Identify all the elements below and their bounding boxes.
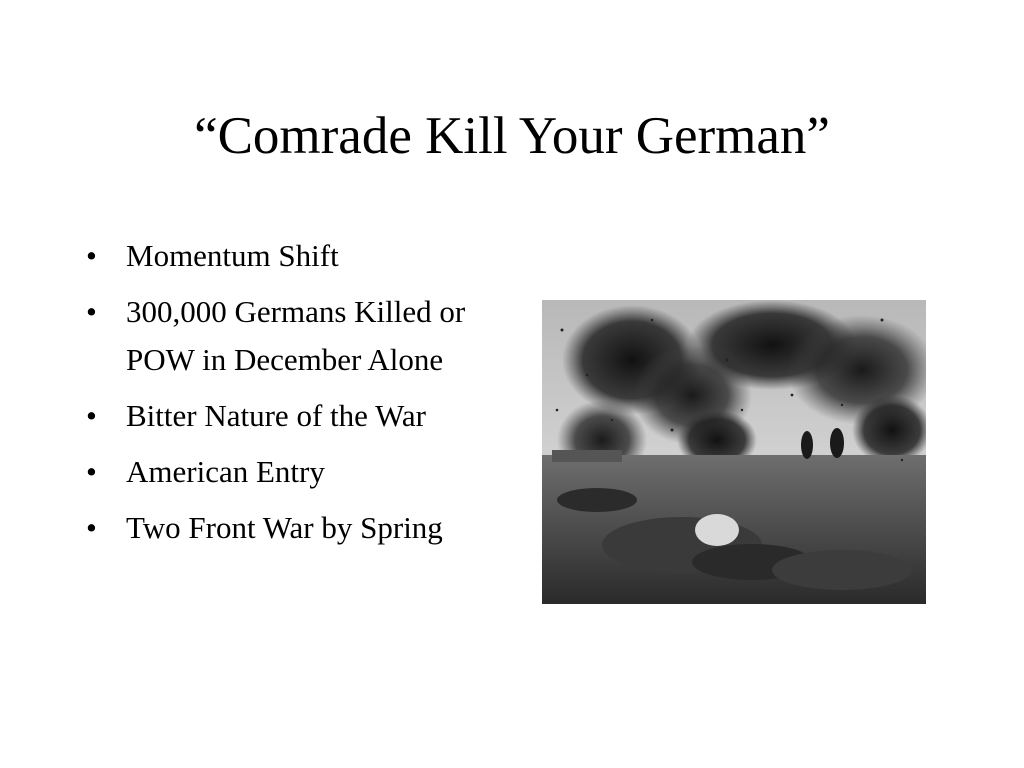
bandaged-head: [695, 514, 739, 546]
soil-mound: [772, 550, 912, 590]
battlefield-photo-graphic: [542, 300, 926, 604]
slide-title: “Comrade Kill Your German”: [194, 107, 830, 165]
bullet-item-bitter-nature: [86, 392, 466, 440]
bullet-text: American Entry: [126, 454, 325, 489]
distant-buildings: [552, 450, 622, 462]
distant-soldier: [830, 428, 844, 458]
bullet-dot-icon: •: [86, 238, 97, 273]
bullet-text: Momentum Shift: [126, 238, 339, 273]
bullet-item-two-front-war: [86, 504, 466, 552]
bullet-item-momentum-shift: [86, 232, 466, 280]
bullet-dot-icon: •: [86, 294, 97, 329]
bullet-text: Bitter Nature of the War: [126, 398, 426, 433]
bullet-item-germans-killed: [86, 288, 466, 384]
distant-soldier: [801, 431, 813, 459]
battlefield-photo: [542, 300, 926, 604]
prone-soldier: [557, 488, 637, 512]
bullet-item-american-entry: [86, 448, 466, 496]
bullet-text: 300,000 Germans Killed or POW in December Alone: [126, 294, 466, 377]
bullet-text: Two Front War by Spring: [126, 510, 443, 545]
bullet-dot-icon: •: [86, 454, 97, 489]
bullet-list: [86, 232, 466, 560]
bullet-dot-icon: •: [86, 398, 97, 433]
bullet-dot-icon: •: [86, 510, 97, 545]
